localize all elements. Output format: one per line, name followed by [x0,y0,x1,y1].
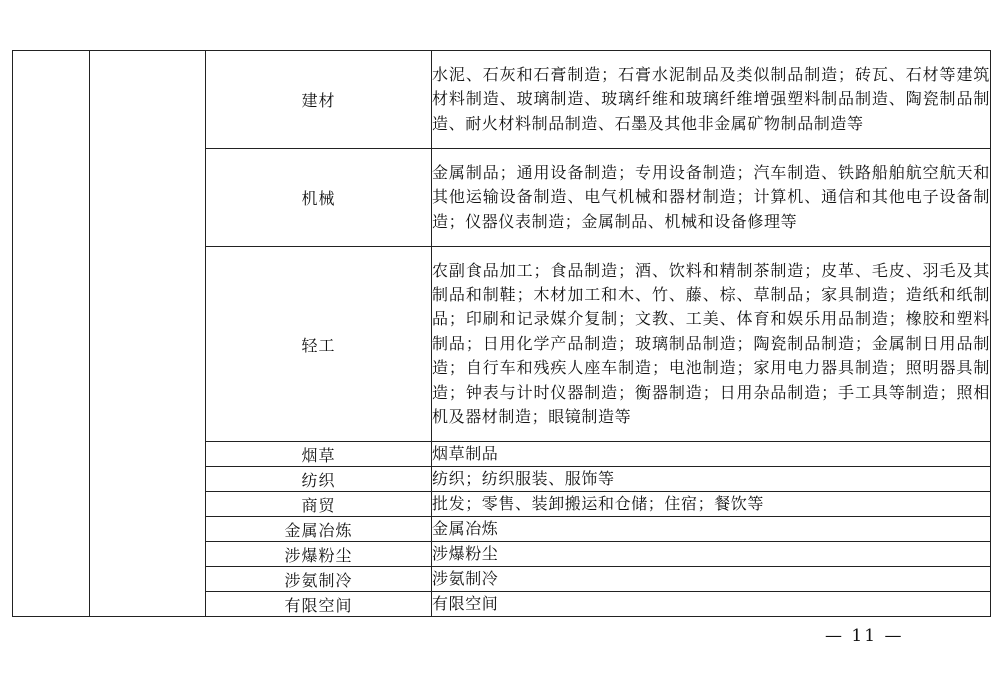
industry-table [12,50,991,617]
merged-column-2 [90,51,206,617]
description-cell: 金属制品；通用设备制造；专用设备制造；汽车制造、铁路船舶航空航天和其他运输设备制造、电气机械和器材制造；计算机、通信和其他电子设备制造；仪器仪表制造；金属制品、机械和设备修理等 [432,149,991,247]
category-cell: 金属冶炼 [206,517,432,542]
description-cell: 涉爆粉尘 [432,542,991,567]
category-cell: 涉爆粉尘 [206,542,432,567]
category-cell: 涉氨制冷 [206,567,432,592]
description-cell: 水泥、石灰和石膏制造；石膏水泥制品及类似制品制造；砖瓦、石材等建筑材料制造、玻璃制造、玻璃纤维和玻璃纤维增强塑料制品制造、陶瓷制品制造、耐火材料制品制造、石墨及其他非金属矿物制品制造等 [432,51,991,149]
page-number: — 11 — [825,626,904,646]
description-cell: 烟草制品 [432,442,991,467]
description-cell: 批发；零售、装卸搬运和仓储；住宿；餐饮等 [432,492,991,517]
category-cell: 建材 [206,51,432,149]
category-cell: 烟草 [206,442,432,467]
description-cell: 农副食品加工；食品制造；酒、饮料和精制茶制造；皮革、毛皮、羽毛及其制品和制鞋；木材加工和木、竹、藤、棕、草制品；家具制造；造纸和纸制品；印刷和记录媒介复制；文教、工美、体育和娱乐用品制造；橡胶和塑料制品；日用化学产品制造；玻璃制品制造；陶瓷制品制造；金属制日用品制造；自行车和残疾人座车制造；电池制造；家用电力器具制造；照明器具制造；钟表与计时仪器制造；衡器制造；日用杂品制造；手工具等制造；照相机及器材制造；眼镜制造等 [432,247,991,442]
description-cell: 纺织；纺织服装、服饰等 [432,467,991,492]
category-cell: 轻工 [206,247,432,442]
description-cell: 有限空间 [432,592,991,617]
merged-column-1 [13,51,90,617]
category-cell: 纺织 [206,467,432,492]
description-cell: 涉氨制冷 [432,567,991,592]
category-cell: 机械 [206,149,432,247]
category-cell: 商贸 [206,492,432,517]
description-cell: 金属冶炼 [432,517,991,542]
category-cell: 有限空间 [206,592,432,617]
table-row [13,51,991,149]
